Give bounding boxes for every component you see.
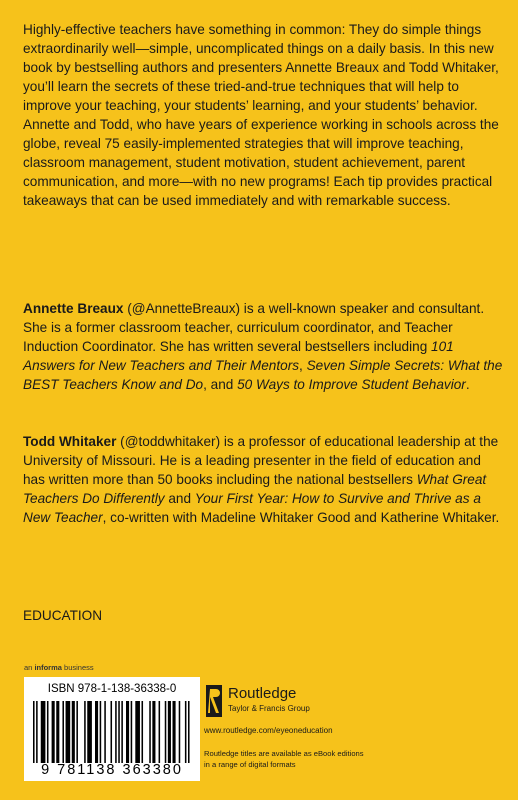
barcode-bar [121,701,123,763]
barcode-bar [100,701,102,763]
ebook-availability-note [204,748,434,770]
book-description: Highly-effective teachers have something in common: They do simple things extraordinarily well—simple, uncomplicated things on a daily basis. In this new book by bestselling authors and presenters Annette Breaux and Todd Whitaker, you’ll learn the secrets of these tried-and-true techniques that will help to improve your teaching, your students’ learning, and your students’ behavior. Annette and Todd, who have years of experience working in schools across the globe, reveal 75 easily-implemented strategies that will improve teaching, classroom management, student motivation, student achievement, parent communication, and more—with no new programs! Each tip provides practical takeaways that can be used immediately and with remarkable success. [23,22,499,208]
barcode-bar [33,701,35,763]
barcode-bar [62,701,64,763]
barcode-bar [41,701,46,763]
informa-suffix: business [61,663,94,672]
barcode-bar [149,701,151,763]
ebook-line: in a range of digital formats [204,760,296,769]
barcode-bar [66,701,71,763]
author-bio-todd-whitaker [23,432,505,527]
isbn-barcode [24,677,200,781]
book-title: 50 Ways to Improve Student Behavior [237,377,466,392]
barcode-bar [111,701,113,763]
barcode-bar [159,701,161,763]
barcode-bar [185,701,187,763]
barcode-bar [52,701,55,763]
publisher-url: www.routledge.com/eyeoneducation [204,726,333,735]
barcode-bar [131,701,133,763]
book-title: Your First Year: How to Survive and Thrive as a New Teacher [23,491,481,525]
bio-end: , co-written with Madeline Whitaker Good and Katherine Whitaker. [102,510,500,525]
bio-separator: , and [203,377,238,392]
barcode-bar [142,701,144,763]
barcode-bar [95,701,98,763]
barcode-bar [115,701,117,763]
bio-separator: and [164,491,195,506]
ebook-line: Routledge titles are available as eBook editions [204,749,364,758]
barcode-bars [31,701,193,763]
barcode-digits: 9 781138 363380 [41,762,183,778]
barcode-bar [47,701,49,763]
barcode-bar [56,701,59,763]
book-title: 101 Answers for New Teachers and Their Mentors [23,339,454,373]
author-bio-annette-breaux [23,299,505,394]
barcode-bar [84,701,86,763]
bio-text: (@AnnetteBreaux) is a well-known speaker and consultant. She is a former classroom teacher, curriculum coordinator, and Teacher Induction Coordinator. She has written several bestsellers including [23,301,485,354]
category-label: EDUCATION [23,608,103,623]
barcode-bar [87,701,92,763]
barcode-bar [104,701,106,763]
bio-separator: , [299,358,307,373]
barcode-bar [179,701,181,763]
barcode-bar [168,701,171,763]
bio-end: . [465,377,470,392]
informa-prefix: an [24,663,35,672]
barcode-bar [188,701,190,763]
book-title: What Great Teachers Do Differently [23,472,487,506]
bio-text: (@toddwhitaker) is a professor of educational leadership at the University of Missouri. He is a leading presenter in the field of education and has written more than 50 books including the national bestsellers [23,434,499,487]
barcode-bar [126,701,129,763]
informa-business-tag [24,663,94,672]
author-name: Annette Breaux [23,301,124,316]
barcode-bar [72,701,75,763]
publisher-name: Routledge [228,685,297,702]
routledge-logo-icon [204,684,224,718]
isbn-label: ISBN 978-1-138-36338-0 [47,683,177,695]
barcode-bar [152,701,155,763]
book-title: Seven Simple Secrets: What the BEST Teachers Know and Do [23,358,503,392]
publisher-group: Taylor & Francis Group [228,704,310,713]
barcode-bar [135,701,140,763]
barcode-bar [173,701,176,763]
barcode-bar [165,701,167,763]
barcode-bar [76,701,78,763]
barcode-bar [118,701,120,763]
barcode-bar [36,701,38,763]
author-name: Todd Whitaker [23,434,117,449]
informa-brand: informa [34,663,62,672]
